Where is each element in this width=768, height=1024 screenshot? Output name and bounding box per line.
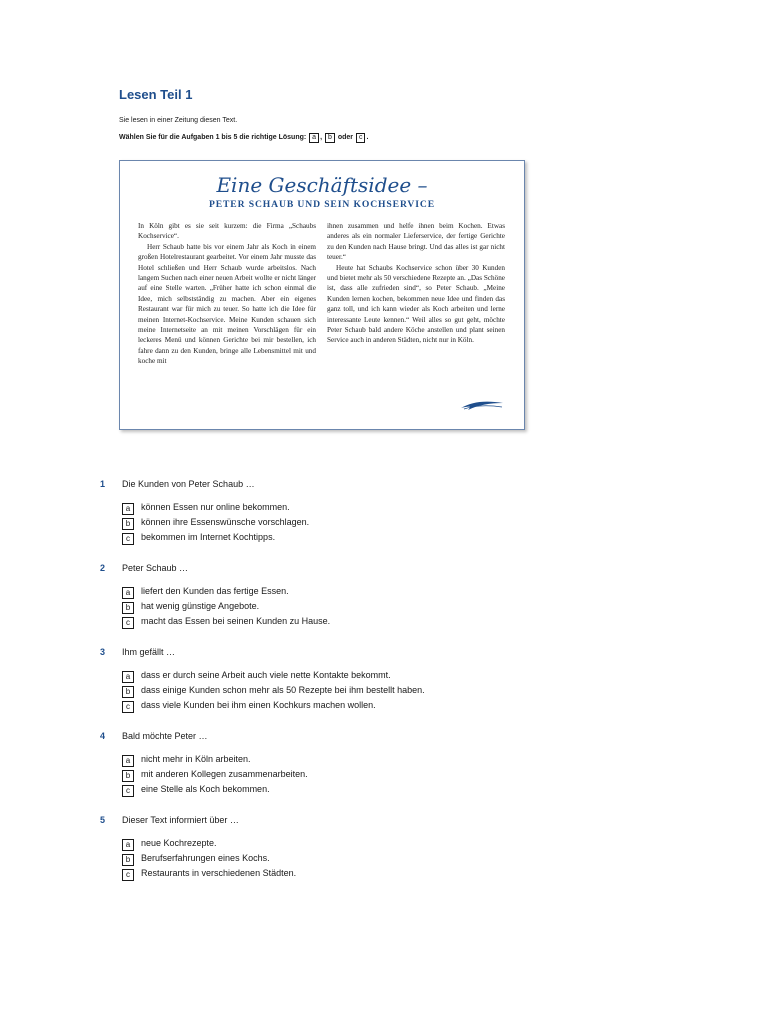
option-text: macht das Essen bei seinen Kunden zu Hause.: [141, 616, 331, 626]
option-letter-box: b: [122, 686, 134, 698]
question-number: 1: [100, 479, 106, 489]
option-letter-box: a: [122, 671, 134, 683]
question-stem: Bald möchte Peter …: [122, 731, 208, 741]
option-text: dass einige Kunden schon mehr als 50 Rezepte bei ihm bestellt haben.: [141, 685, 425, 695]
option-a[interactable]: [122, 669, 391, 683]
task-instruction: Wählen Sie für die Aufgaben 1 bis 5 die richtige Lösung: a , b oder c .: [119, 134, 369, 141]
option-letter-box: c: [122, 533, 134, 545]
option-letter-box: a: [122, 839, 134, 851]
option-b[interactable]: [122, 600, 259, 614]
article-paragraph: In Köln gibt es sie seit kurzem: die Firma „Schaubs Kochservice“.: [138, 222, 316, 241]
option-b[interactable]: [122, 516, 309, 530]
option-text: Restaurants in verschiedenen Städten.: [141, 868, 297, 878]
option-c[interactable]: [122, 783, 270, 797]
task-end: .: [366, 134, 369, 141]
option-letter-box: c: [122, 701, 134, 713]
option-letter-box: b: [122, 518, 134, 530]
question-number: 4: [100, 731, 106, 741]
article-paragraph: Heute hat Schaubs Kochservice schon über 30 Kunden und bietet mehr als 50 verschiedene Rezepte an. „Das Schöne ist, dass alle zufrieden sind“, so Peter Schaub. „Meine Kunden lernen kochen, bekommen neue Idee und finden das ganz toll, und ich kann wieder als Koch arbeiten und lerne interessante Leute kennen.“ Weil alles so gut geht, möchte Peter Schaub bald andere Köche anstellen und plant seinen Service auch in anderen Städten, nicht nur in Köln.: [327, 263, 505, 345]
article-subtitle: PETER SCHAUB UND SEIN KOCHSERVICE: [208, 199, 436, 210]
section-title: Lesen Teil 1: [119, 87, 193, 102]
option-c[interactable]: [122, 531, 275, 545]
option-letter-box: a: [122, 587, 134, 599]
option-letter-box: b: [122, 770, 134, 782]
option-text: eine Stelle als Koch bekommen.: [141, 784, 270, 794]
option-letter-box: b: [122, 854, 134, 866]
option-b[interactable]: [122, 768, 308, 782]
option-text: können ihre Essenswünsche vorschlagen.: [141, 517, 310, 527]
answer-box-b: b: [325, 133, 335, 143]
option-text: dass viele Kunden bei ihm einen Kochkurs machen wollen.: [141, 700, 376, 710]
option-a[interactable]: [122, 753, 251, 767]
task-instruction-text: Wählen Sie für die Aufgaben 1 bis 5 die richtige Lösung:: [119, 134, 307, 141]
question-number: 5: [100, 815, 106, 825]
answer-box-a: a: [309, 133, 319, 143]
option-c[interactable]: [122, 699, 376, 713]
option-c[interactable]: [122, 867, 296, 881]
option-c[interactable]: [122, 615, 330, 629]
option-text: bekommen im Internet Kochtipps.: [141, 532, 276, 542]
option-a[interactable]: [122, 501, 290, 515]
question-stem: Peter Schaub …: [122, 563, 189, 573]
option-b[interactable]: [122, 684, 425, 698]
option-text: liefert den Kunden das fertige Essen.: [141, 586, 289, 596]
option-letter-box: b: [122, 602, 134, 614]
question-stem: Ihm gefällt …: [122, 647, 176, 657]
option-letter-box: a: [122, 755, 134, 767]
option-text: Berufserfahrungen eines Kochs.: [141, 853, 270, 863]
question-stem: Die Kunden von Peter Schaub …: [122, 479, 255, 489]
article-column-right: [327, 221, 505, 346]
option-letter-box: a: [122, 503, 134, 515]
article-column-left: [138, 221, 316, 367]
article-title: Eine Geschäftsidee –: [216, 173, 428, 197]
question-stem: Dieser Text informiert über …: [122, 815, 239, 825]
intro-text: Sie lesen in einer Zeitung diesen Text.: [119, 117, 238, 124]
task-or: oder: [337, 134, 353, 141]
question-number: 3: [100, 647, 106, 657]
option-letter-box: c: [122, 869, 134, 881]
answer-box-c: c: [356, 133, 366, 143]
option-text: können Essen nur online bekommen.: [141, 502, 290, 512]
article-paragraph: Herr Schaub hatte bis vor einem Jahr als Koch in einem großen Hotelrestaurant gearbeitet. Vor einem Jahr musste das Hotel schließen und Herr Schaub wurde arbeitslos. Nach langem Suchen nach einer neuen Arbeit wollte er nicht länger auf eine Stelle warten. „Früher hatte ich schon einmal die Idee, mich selbstständig zu machen. Aber ein eigenes Restaurant war für mich zu teuer. So hatte ich die Idee für meinen Internet-Kochservice. Meine Kunden schauen sich meine Internetseite an mit meinen Vorschlägen für ein leckeres Menü und können Gerichte bei mir bestellen, ich fahre dann zu den Kunden, bringe alle Lebensmittel mit und koche mit: [138, 242, 316, 366]
decorative-swoosh-icon: [460, 399, 504, 411]
option-text: neue Kochrezepte.: [141, 838, 217, 848]
option-text: mit anderen Kollegen zusammenarbeiten.: [141, 769, 308, 779]
option-a[interactable]: [122, 585, 289, 599]
question-number: 2: [100, 563, 106, 573]
option-a[interactable]: [122, 837, 217, 851]
option-letter-box: c: [122, 617, 134, 629]
option-text: nicht mehr in Köln arbeiten.: [141, 754, 251, 764]
newspaper-article: [119, 160, 525, 430]
option-b[interactable]: [122, 852, 270, 866]
option-letter-box: c: [122, 785, 134, 797]
option-text: hat wenig günstige Angebote.: [141, 601, 260, 611]
article-paragraph: ihnen zusammen und helfe ihnen beim Kochen. Etwas anderes als ein normaler Lieferservice, der fertige Gerichte zu den Kunden nach Hause bringt. Und das alles ist gar nicht teuer.“: [327, 222, 505, 262]
option-text: dass er durch seine Arbeit auch viele nette Kontakte bekommt.: [141, 670, 391, 680]
